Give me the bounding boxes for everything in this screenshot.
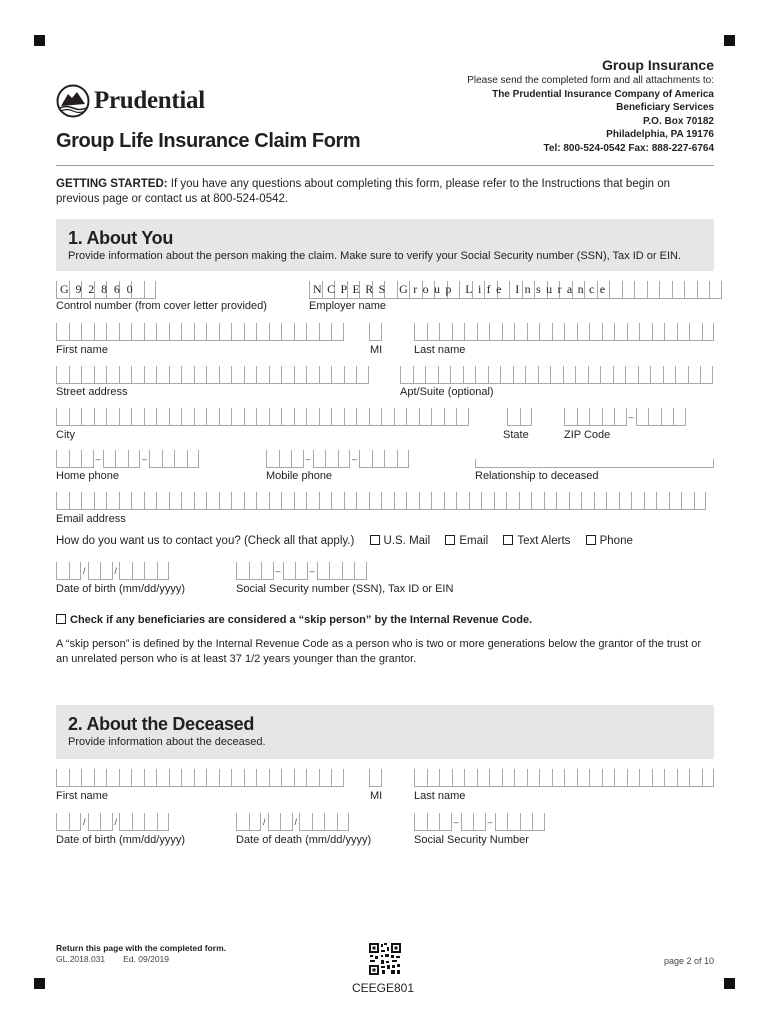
claimant-dob-field[interactable]: / / [56,562,169,580]
return-note: Return this page with the completed form. [56,943,227,953]
home-phone-field[interactable]: – – [56,450,199,468]
us-mail-label: U.S. Mail [383,535,431,547]
first-name-field[interactable] [56,323,344,341]
city-state-zip: Philadelphia, PA 19176 [606,129,714,140]
relationship-label: Relationship to deceased [475,470,599,482]
state-field[interactable] [507,408,532,426]
form-title: Group Life Insurance Claim Form [56,130,361,152]
deceased-dod-label: Date of death (mm/dd/yyyy) [236,834,372,846]
prudential-logo [56,84,205,118]
text-alerts-label: Text Alerts [517,535,571,547]
getting-started-label: GETTING STARTED: [56,178,168,190]
po-box: P.O. Box 70182 [643,115,714,127]
send-instruction: Please send the completed form and all attachments to: [467,75,714,86]
deceased-first-name-label: First name [56,790,108,802]
registration-mark-bottom-left [34,978,45,989]
option-phone[interactable] [586,535,633,547]
barcode-text: CEEGE801 [352,981,415,995]
first-name-label: First name [56,344,108,356]
company-name: The Prudential Insurance Company of America [492,88,714,100]
section-2-description: Provide information about the deceased. [68,736,266,748]
mailing-address-block [467,56,714,155]
city-field[interactable] [56,408,469,426]
zip-code-label: ZIP Code [564,429,611,441]
page-number: page 2 of 10 [663,956,714,966]
claimant-ssn-field[interactable]: – – [236,562,367,580]
email-address-field[interactable] [56,492,706,510]
getting-started-body: If you have any questions about completing this form, please refer to the Instructions that begin on previous page or contact us at 800-524-0542. [56,178,671,205]
home-phone-label: Home phone [56,470,119,482]
rock-of-gibraltar-icon [56,84,90,118]
skip-person-row[interactable] [56,614,532,626]
deceased-dob-label: Date of birth (mm/dd/yyyy) [56,834,185,846]
zip-code-field[interactable]: – [564,408,686,426]
deceased-ssn-label: Social Security Number [414,834,529,846]
edition: Ed. 09/2019 [123,954,170,964]
claimant-dob-label: Date of birth (mm/dd/yyyy) [56,583,185,595]
last-name-label: Last name [414,344,466,356]
email-address-label: Email address [56,513,126,525]
registration-mark-top-left [34,35,45,46]
deceased-first-name-field[interactable] [56,769,344,787]
department-name: Beneficiary Services [616,102,714,113]
employer-name-label: Employer name [309,300,387,312]
header-divider [56,165,714,166]
us-mail-checkbox[interactable] [370,535,380,545]
section-1-description: Provide information about the person making the claim. Make sure to verify your Social Security number (SSN), Tax ID or EIN. [68,250,681,262]
email-checkbox[interactable] [445,535,455,545]
mobile-phone-field[interactable]: – – [266,450,409,468]
deceased-last-name-label: Last name [414,790,466,802]
tel-fax: Tel: 800-524-0542 Fax: 888-227-6764 [543,142,714,154]
option-text-alerts[interactable] [503,535,570,547]
contact-preference-row [56,535,633,547]
relationship-field[interactable] [475,459,714,468]
registration-mark-bottom-right [724,978,735,989]
deceased-mi-label: MI [370,790,383,802]
street-address-label: Street address [56,386,128,398]
email-option-label: Email [459,535,489,547]
phone-option-label: Phone [599,535,633,547]
option-us-mail[interactable] [370,535,431,547]
street-address-field[interactable] [56,366,369,384]
middle-initial-field[interactable] [369,323,382,341]
deceased-mi-field[interactable] [369,769,382,787]
deceased-dob-field[interactable]: / / [56,813,169,831]
contact-question: How do you want us to contact you? (Check all that apply.) [56,535,355,547]
deceased-ssn-field[interactable]: – – [414,813,545,831]
mi-label: MI [370,344,383,356]
control-number-value: G92860 [60,282,140,296]
apt-suite-label: Apt/Suite (optional) [400,386,494,398]
state-label: State [503,429,529,441]
deceased-last-name-field[interactable] [414,769,714,787]
city-label: City [56,429,75,441]
option-email[interactable] [445,535,488,547]
skip-person-checkbox[interactable] [56,614,66,624]
skip-person-description: A “skip person” is defined by the Internal Revenue Code as a person who is two or more generations below the grantor of the trust or an unrelated person who is at least 37 1/2 years younger than the grantor. [56,638,702,665]
qr-code-icon [368,942,402,976]
section-2-title: 2. About the Deceased [68,714,255,734]
footer-left [56,943,226,965]
control-number-label: Control number (from cover letter provided) [56,300,267,312]
deceased-dod-field[interactable]: / / [236,813,349,831]
employer-name-value: NCPERS Group Life Insurance [313,282,611,296]
registration-mark-top-right [724,35,735,46]
section-1-header [56,219,714,271]
group-insurance-heading: Group Insurance [601,57,714,73]
text-alerts-checkbox[interactable] [503,535,513,545]
section-1-title: 1. About You [68,228,174,248]
phone-checkbox[interactable] [586,535,596,545]
claimant-ssn-label: Social Security number (SSN), Tax ID or EIN [236,583,454,595]
mobile-phone-label: Mobile phone [266,470,333,482]
last-name-field[interactable] [414,323,714,341]
logo-wordmark: Prudential [94,87,205,114]
skip-person-label: Check if any beneficiaries are considered a “skip person” by the Internal Revenue Code. [70,614,533,626]
apt-suite-field[interactable] [400,366,713,384]
section-2-header [56,705,714,759]
form-code: GL.2018.031 [56,954,106,964]
getting-started-text [56,177,714,207]
